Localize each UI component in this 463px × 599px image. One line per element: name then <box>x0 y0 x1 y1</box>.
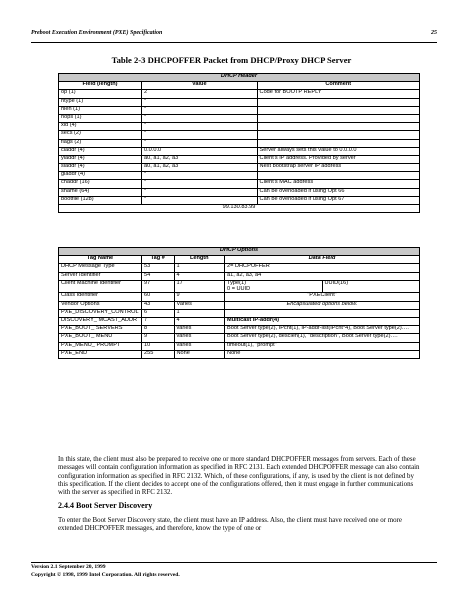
table-row <box>59 123 420 131</box>
tag-name: Vendor Options <box>59 301 142 309</box>
table-row <box>59 155 420 163</box>
tag-length: Varies <box>174 301 225 309</box>
field-name: hlen (1) <box>59 106 142 114</box>
dhcp-header-rows <box>59 90 420 205</box>
column-header: Field (length) <box>59 82 142 90</box>
data-field: None <box>225 350 420 358</box>
tag-length: 4 <box>174 318 225 326</box>
field-name: yiaddr (4) <box>59 155 142 163</box>
tag-name: Class Identifier <box>59 293 142 301</box>
column-header: Tag Name <box>59 256 142 264</box>
tag-name: Client Machine Identifier <box>59 280 142 293</box>
field-comment: Client's IP address. Provided by server <box>257 155 419 163</box>
field-name: giaddr (4) <box>59 172 142 180</box>
data-field: Boot Server type(2), IPcnt(1), IP-addr-list(IPcnt*4), Boot Server type(2)…. <box>225 326 420 334</box>
field-value: * <box>142 131 258 139</box>
tag-name: PXE_END <box>59 350 142 358</box>
field-name: xid (4) <box>59 123 142 131</box>
data-field: Multicast IP-addr(4) <box>225 318 420 326</box>
data-field <box>225 280 420 293</box>
data-field: Boot Server type(2), desclen(1), "description", Boot Server type(2)…. <box>225 334 420 342</box>
dhcp-header-table <box>58 73 420 213</box>
field-value: a0, a1, a2, a3 <box>142 164 258 172</box>
tag-number: 10 <box>142 342 174 350</box>
field-comment: Code for BOOTP REPLY <box>257 90 419 98</box>
column-header: Length <box>174 256 225 264</box>
field-comment: Client's MAC address <box>257 180 419 188</box>
field-value: 2 <box>142 90 258 98</box>
tag-name: PXE_DISCOVERY_CONTROL <box>59 309 142 317</box>
column-header: Comment <box>257 82 419 90</box>
field-value: * <box>142 180 258 188</box>
data-field: 2= DHCPOFFER <box>225 264 420 272</box>
table-row <box>59 114 420 122</box>
table-row <box>59 180 420 188</box>
tag-number: 8 <box>142 326 174 334</box>
column-header: Tag # <box>142 256 174 264</box>
tag-number: 7 <box>142 318 174 326</box>
field-comment: Server always sets this value to 0.0.0.0 <box>257 147 419 155</box>
section-heading: 2.4.4 Boot Server Discovery <box>58 501 153 510</box>
field-name: sname (64) <box>59 188 142 196</box>
field-value: * <box>142 106 258 114</box>
tag-length: 17 <box>174 280 225 293</box>
tag-length: 1 <box>174 264 225 272</box>
table-row <box>59 147 420 155</box>
column-header: Value <box>142 82 258 90</box>
data-field: Encapsulated options below. <box>225 301 420 309</box>
tag-number: 53 <box>142 264 174 272</box>
uuid-type: Type(1) <box>227 279 246 286</box>
table-row <box>59 188 420 196</box>
field-value: * <box>142 98 258 106</box>
field-name: bootfile (128) <box>59 196 142 204</box>
tag-length: 4 <box>174 272 225 280</box>
field-name: hops (1) <box>59 114 142 122</box>
dhcp-header-footer: 99.130.83.99 <box>59 205 420 213</box>
tag-number: 43 <box>142 301 174 309</box>
field-comment: Can be overloaded if using Opt 67 <box>257 196 419 204</box>
tag-length: varies <box>174 326 225 334</box>
table-row <box>59 98 420 106</box>
tag-number: 9 <box>142 334 174 342</box>
table-row <box>59 106 420 114</box>
field-value: * <box>142 114 258 122</box>
field-value: * <box>142 123 258 131</box>
tag-length: varies <box>174 334 225 342</box>
data-field: a1, a2, a3, a4 <box>225 272 420 280</box>
field-value: * <box>142 172 258 180</box>
tag-number: 60 <box>142 293 174 301</box>
field-name: htype (1) <box>59 98 142 106</box>
table-row <box>59 334 420 342</box>
uuid-layout <box>225 281 419 293</box>
field-comment <box>257 139 419 147</box>
footer-copyright: Copyright © 1998, 1999 Intel Corporation. All rights reserved. <box>31 572 180 578</box>
tag-number: 6 <box>142 309 174 317</box>
field-comment <box>257 114 419 122</box>
tag-number: 97 <box>142 280 174 293</box>
tag-length: 9 <box>174 293 225 301</box>
header-title: Preboot Execution Environment (PXE) Specification <box>31 30 163 36</box>
column-header: Data Field <box>225 256 420 264</box>
field-comment <box>257 131 419 139</box>
tag-name: PXE_BOOT_ SERVERS <box>59 326 142 334</box>
uuid-value: UUID(16) <box>324 279 349 286</box>
field-comment: Can be overloaded if using Opt 66 <box>257 188 419 196</box>
field-value: a0, a1, a2, a3 <box>142 155 258 163</box>
tag-name: DHCP Message Type <box>59 264 142 272</box>
tag-length: 1 <box>174 309 225 317</box>
field-name: op (1) <box>59 90 142 98</box>
dhcp-header-title: DHCP Header <box>59 74 420 82</box>
footer-divider <box>31 562 437 563</box>
field-comment <box>257 98 419 106</box>
data-field: "PXEClient" <box>225 293 420 301</box>
body-paragraph: In this state, the client must also be prepared to receive one or more standard DHCPOFFER messages from servers. Each of these messages will contain configuration information as specified in RFC 2131. Each extended DHCPOFFER message can also contain configuration information as specified in RFC 2132. Which, of these configurations, if any, is used by the client is not defined by this specification. If the client decides to accept one of the configurations offered, then it must engage in further communications with the server as specified in RFC 2132. <box>58 456 420 497</box>
field-comment <box>257 106 419 114</box>
dhcp-options-table <box>58 247 420 359</box>
table-row <box>59 350 420 358</box>
table-row <box>59 280 420 293</box>
field-comment: Next bootstrap server IP address <box>257 164 419 172</box>
tag-length: varies <box>174 342 225 350</box>
field-name: secs (2) <box>59 131 142 139</box>
field-name: ciaddr (4) <box>59 147 142 155</box>
tag-name: PXE_MENU_ PROMPT <box>59 342 142 350</box>
table-row <box>59 90 420 98</box>
tag-name: PXE_BOOT_ MENU <box>59 334 142 342</box>
dhcp-options-title: DHCP Options <box>59 248 420 256</box>
uuid-type-value: 0 = UUID <box>227 285 251 292</box>
table-row <box>59 172 420 180</box>
table-row <box>59 131 420 139</box>
table-row <box>59 293 420 301</box>
field-value: * <box>142 188 258 196</box>
footer-version: Version 2.1 September 20, 1999 <box>31 564 106 570</box>
field-value: * <box>142 139 258 147</box>
field-name: flags (2) <box>59 139 142 147</box>
body-paragraph: To enter the Boot Server Discovery state, the client must have an IP address. Also, the client must have received one or more extended DHCPOFFER messages, and therefore, know the type of one or <box>58 517 402 533</box>
running-header <box>31 30 437 43</box>
table-caption: Table 2-3 DHCPOFFER Packet from DHCP/Proxy DHCP Server <box>111 55 352 65</box>
field-name: siaddr (4) <box>59 164 142 172</box>
table-row <box>59 164 420 172</box>
tag-number: 255 <box>142 350 174 358</box>
table-row <box>59 264 420 272</box>
field-comment <box>257 123 419 131</box>
tag-number: 54 <box>142 272 174 280</box>
tag-length: None <box>174 350 225 358</box>
data-field: timeout(1), "prompt" <box>225 342 420 350</box>
field-name: chaddr (16) <box>59 180 142 188</box>
page-number: 25 <box>431 30 437 36</box>
tag-name: DISCOVERY_ MCAST_ADDR <box>59 318 142 326</box>
field-value: * <box>142 196 258 204</box>
field-value: 0.0.0.0 <box>142 147 258 155</box>
tag-name: Server Identifier <box>59 272 142 280</box>
table-row <box>59 139 420 147</box>
